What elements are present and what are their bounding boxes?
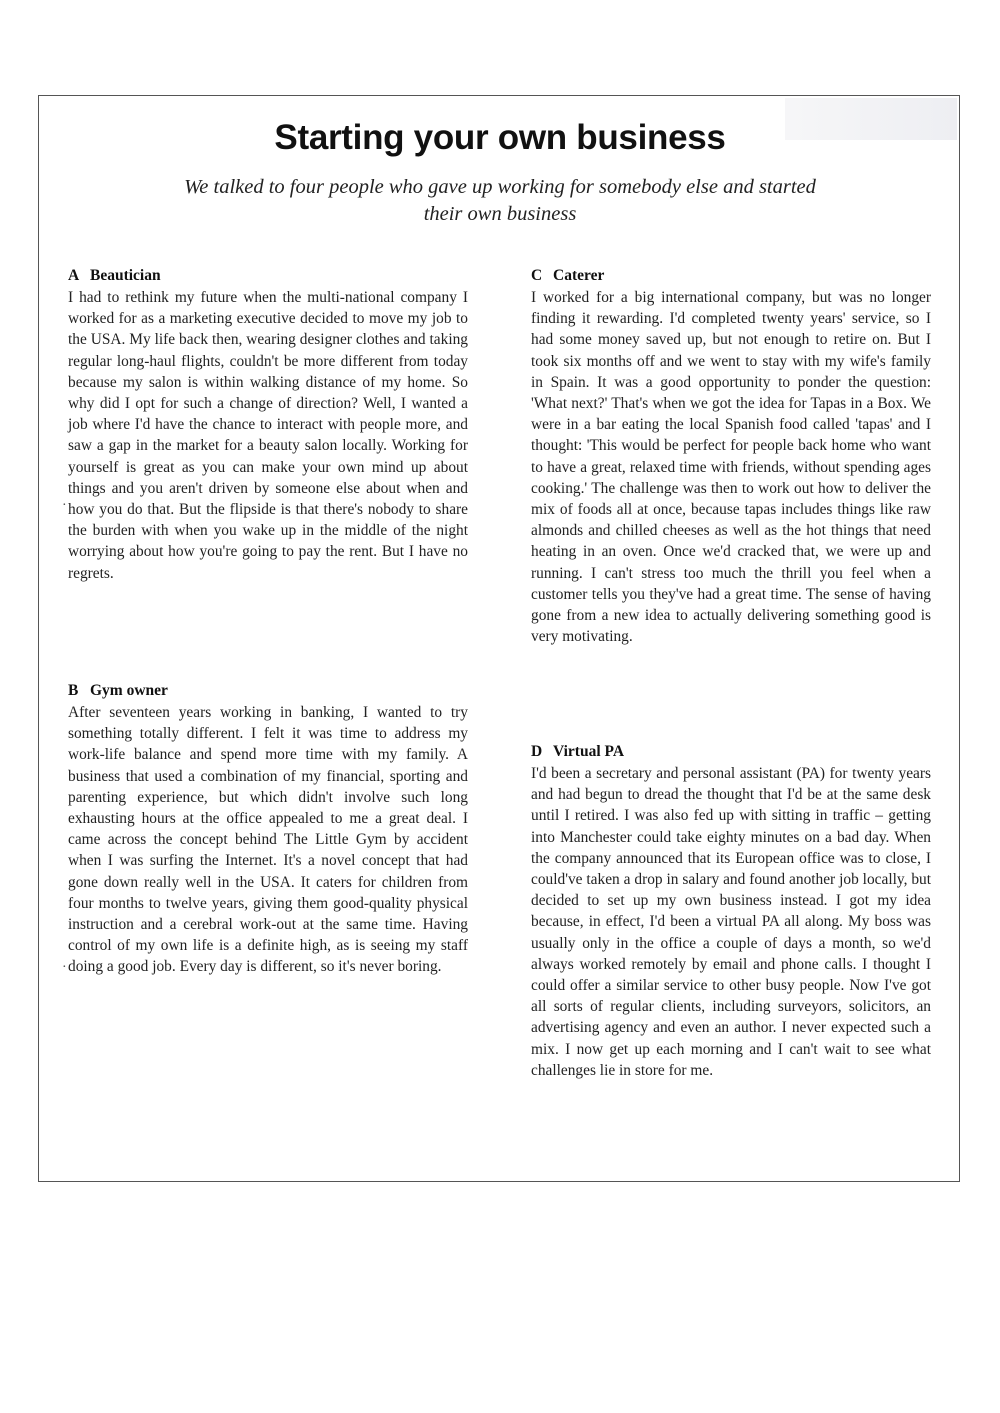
section-a xyxy=(68,265,468,584)
section-b xyxy=(68,680,468,978)
section-d xyxy=(531,741,931,1081)
section-d-title: Virtual PA xyxy=(553,743,625,760)
section-c-title: Caterer xyxy=(553,267,605,284)
section-a-title: Beautician xyxy=(90,267,161,284)
section-a-heading xyxy=(68,265,468,286)
section-c-heading xyxy=(531,265,931,286)
margin-dot: · xyxy=(62,960,67,975)
section-b-heading xyxy=(68,680,468,701)
section-d-letter: D xyxy=(531,743,543,760)
section-b-text: After seventeen years working in banking, I wanted to try something totally different. I felt it was time to address my work-life balance and spend more time with my family. A business that used a combination of my financial, sporting and parenting experience, but which didn't involve such long exhausting hours at the office appealed to me a great deal. I came across the concept behind The Little Gym by accident when I was surfing the Internet. It's a novel concept that had gone down really well in the USA. It caters for children from four months to twelve years, giving them good-quality physical instruction and a cerebral work-out at the same time. Having control of my own life is a definite high, as is seeing my staff doing a good job. Every day is different, so it's never boring. xyxy=(68,704,468,976)
margin-dot: · xyxy=(62,498,67,513)
section-a-text: I had to rethink my future when the multi-national company I worked for as a marketing executive decided to move my job to the USA. My life back then, wearing designer clothes and taking regular long-haul flights, couldn't be more different from today because my salon is within walking distance of my home. So why did I opt for such a change of direction? Well, I wanted a job where I'd have the chance to interact with people more, and saw a gap in the market for a beauty salon locally. Working for yourself is great as you can make your own mind up about things and you aren't driven by someone else about when and how you do that. But the flipside is that there's nobody to share the burden with when you wake up in the middle of the night worrying about how you're going to pay the rent. But I have no regrets. xyxy=(68,289,468,582)
section-c-letter: C xyxy=(531,267,543,284)
section-b-letter: B xyxy=(68,682,79,699)
section-b-title: Gym owner xyxy=(90,682,168,699)
article-title: Starting your own business xyxy=(274,118,726,157)
article-subtitle: We talked to four people who gave up working for somebody else and started their own business xyxy=(184,176,816,225)
section-c-text: I worked for a big international company, but was no longer finding it rewarding. I'd completed twenty years' service, so I had some money saved up, but not enough to retire on. But I took six months off and we went to stay with my wife's family in Spain. It was a good opportunity to ponder the question: 'What next?' That's when we got the idea for Tapas in a Box. We were in a bar eating the local Spanish food called 'tapas' and I thought: 'This would be perfect for people back home who want to have a great, relaxed time with friends, without spending ages cooking.' The challenge was then to work out how to deliver the mix of foods all at once, because tapas includes things like raw almonds and chilled cheeses as well as the hot things that need heating in an oven. Once we'd cracked that, we were up and running. I can't stress too much the thrill you feel when a customer tells you they've had a great time. The sense of having gone from a new idea to actually delivering something good is very motivating. xyxy=(531,289,931,646)
section-d-heading xyxy=(531,741,931,762)
section-c xyxy=(531,265,931,647)
section-a-letter: A xyxy=(68,267,80,284)
section-d-text: I'd been a secretary and personal assistant (PA) for twenty years and had begun to dread the thought that I'd be at the same desk until I retired. I was also fed up with sitting in traffic – getting into Manchester could take eighty minutes on a bad day. When the company announced that its European office was to close, I could've taken a drop in salary and found another job locally, but decided to set up my own business instead. I got my idea because, in effect, I'd been a virtual PA all along. My boss was usually only in the office a couple of days a month, so we'd always worked remotely by email and phone calls. I thought I could offer a similar service to other busy people. Now I've got all sorts of regular clients, including surveyors, solicitors, an advertising agency and even an author. I never expected such a mix. I now get up each morning and I can't wait to see what challenges lie in store for me. xyxy=(531,765,931,1079)
